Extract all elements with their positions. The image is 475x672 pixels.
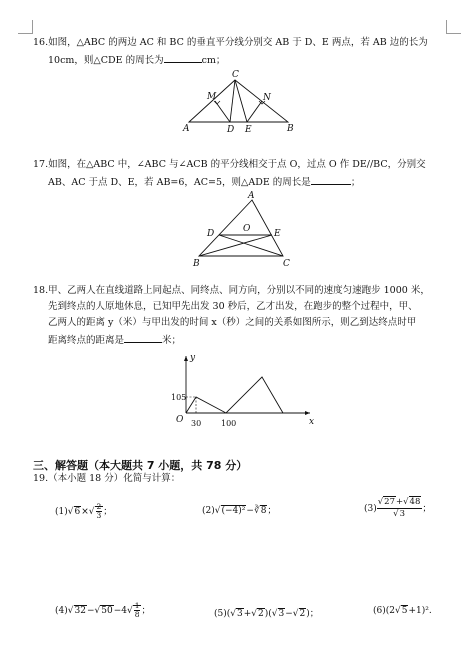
q18-y-axis-label: y xyxy=(190,353,196,363)
q18-line4b: 米； xyxy=(162,335,182,346)
q17-line2b: ； xyxy=(350,177,361,188)
q18-line3: 乙两人的距离 y（米）与甲出发的时间 x（秒）之间的关系如图所示，则乙到达终点时甲 xyxy=(48,317,417,328)
q16-label-a: A xyxy=(183,124,190,134)
q18-x-axis-label: x xyxy=(309,417,315,427)
q17-label-o: O xyxy=(243,224,251,234)
q17-line2a: AB、AC 于点 D、E，若 AB=6，AC=5，则△ADE 的周长是 xyxy=(48,177,311,188)
expr-4: (4)√32−√50−4√ $\frac{1}{8}$ ； xyxy=(55,601,151,619)
expr-2: (2)√(−4)²−∛8； xyxy=(202,506,277,516)
q17-label-b: B xyxy=(193,259,200,269)
q18-x-tick-100: 100 xyxy=(221,419,237,428)
q16-line2b: cm； xyxy=(201,55,226,66)
q19-heading: 19.（本小题 18 分）化简与计算： xyxy=(33,473,181,484)
q18-y-tick-105: 105 xyxy=(171,393,187,402)
q16-label-n: N xyxy=(263,93,271,103)
q16-label-c: C xyxy=(232,70,239,80)
q18-line4a: 距离终点的距离是 xyxy=(48,335,125,346)
section-3-heading: 三、解答题（本大题共 7 小题，共 78 分） xyxy=(33,459,248,472)
q16-label-b: B xyxy=(287,124,294,134)
expr-1: (1)√6×√ $\frac{2}{3}$ ； xyxy=(55,502,113,520)
q16-label-d: D xyxy=(227,125,235,135)
q17-label-a: A xyxy=(248,191,255,201)
expr-6: (6)(2√5+1)². xyxy=(373,606,432,616)
q16-label-e: E xyxy=(245,125,252,135)
q17-line1: 17.如图，在△ABC 中，∠ABC 与∠ACB 的平分线相交于点 O，过点 O 作 DE//BC，分别交 xyxy=(33,159,426,170)
q18-line2: 先到终点的人原地休息，已知甲先出发 30 秒后，乙才出发，在跑步的整个过程中，甲、 xyxy=(48,301,418,312)
expr-3: (3) $\frac{√27+√48}{√3}$ ； xyxy=(364,497,432,519)
expr-5: (5)(√3+√2)(√3−√2)； xyxy=(214,609,319,619)
q18-line1: 18.甲、乙两人在直线道路上同起点、同终点、同方向，分别以不同的速度匀速跑步 1000 米， xyxy=(33,285,430,296)
q17-label-e: E xyxy=(274,229,281,239)
q16-line2a: 10cm，则△CDE 的周长为 xyxy=(48,55,164,66)
q17-label-c: C xyxy=(283,259,290,269)
q16-line1: 16.如图，△ABC 的两边 AC 和 BC 的垂直平分线分别交 AB 于 D、E 两点，若 AB 边的长为 xyxy=(33,37,428,48)
q18-origin-label: O xyxy=(176,415,184,425)
q16-label-m: M xyxy=(207,92,217,102)
q18-x-tick-30: 30 xyxy=(191,419,202,428)
q17-label-d: D xyxy=(207,229,215,239)
